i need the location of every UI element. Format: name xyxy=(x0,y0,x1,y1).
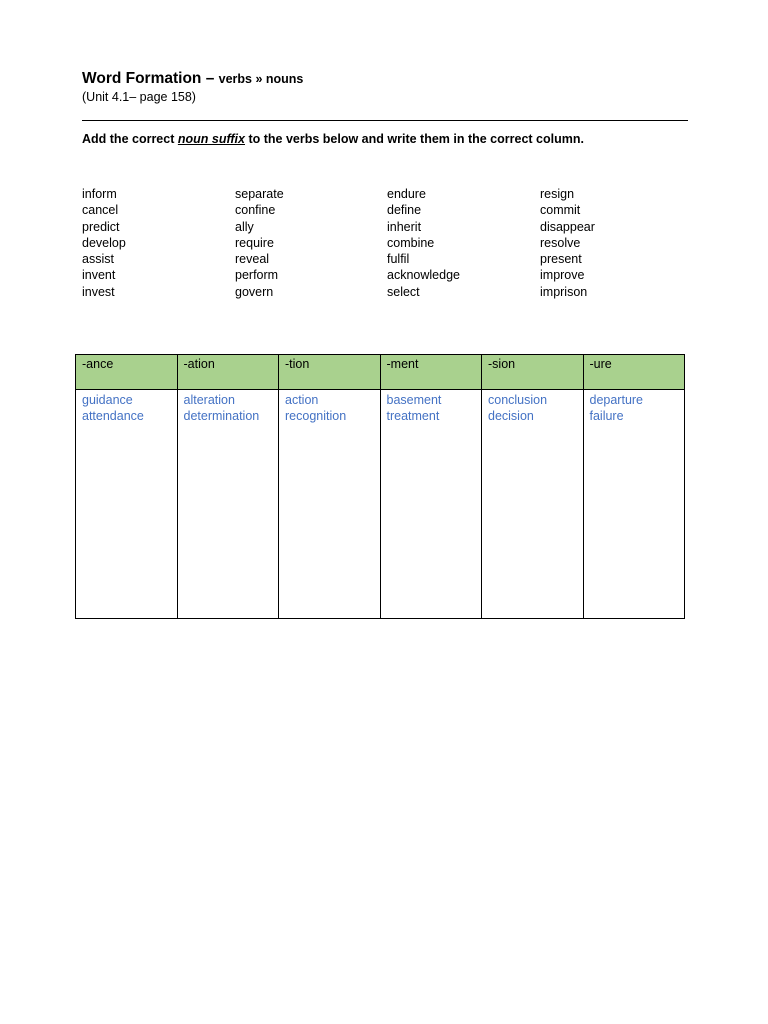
title-sub: verbs » nouns xyxy=(218,72,304,86)
verb-item: inform xyxy=(82,187,117,201)
title-main: Word Formation – xyxy=(82,70,219,87)
verb-item: present xyxy=(540,252,582,267)
verb-item: separate xyxy=(235,187,284,201)
answer-cell-ment[interactable] xyxy=(380,390,482,619)
answer-example: treatment xyxy=(386,409,440,424)
instruction-emphasis: noun suffix xyxy=(177,132,245,146)
answer-example: failure xyxy=(589,409,624,424)
verb-item: combine xyxy=(387,235,435,250)
verb-item: confine xyxy=(235,203,276,218)
verb-column-4 xyxy=(540,186,595,300)
verb-column-1 xyxy=(82,186,126,300)
verb-item: fulfil xyxy=(387,252,410,267)
verb-item: assist xyxy=(82,252,114,267)
verb-item: develop xyxy=(82,235,126,250)
answer-cell-ance[interactable] xyxy=(76,390,178,619)
answer-cell-sion[interactable] xyxy=(482,390,584,619)
verb-item: define xyxy=(387,203,422,218)
answer-cell-tion[interactable] xyxy=(279,390,381,619)
suffix-header-ure: -ure xyxy=(583,355,685,390)
suffix-header-ation: -ation xyxy=(177,355,279,390)
answer-cell-ure[interactable] xyxy=(583,390,685,619)
page-title xyxy=(82,70,303,88)
answer-example: basement xyxy=(386,393,442,407)
answer-example: determination xyxy=(183,409,260,424)
verb-item: commit xyxy=(540,203,581,218)
verb-item: predict xyxy=(82,219,120,234)
verb-item: imprison xyxy=(540,284,588,299)
instruction-suffix: to the verbs below and write them in the correct column. xyxy=(245,132,584,146)
suffix-header-row xyxy=(76,355,685,390)
page-subtitle: (Unit 4.1– page 158) xyxy=(82,90,196,104)
verb-item: invent xyxy=(82,268,116,283)
verb-item: invest xyxy=(82,284,115,299)
answer-example: departure xyxy=(589,393,644,407)
instruction-prefix: Add the correct xyxy=(82,132,178,146)
verb-column-3 xyxy=(387,186,460,300)
verb-item: perform xyxy=(235,268,279,283)
verb-item: inherit xyxy=(387,219,422,234)
verb-item: acknowledge xyxy=(387,268,460,283)
suffix-header-sion: -sion xyxy=(482,355,584,390)
suffix-table xyxy=(75,354,685,619)
answer-example: action xyxy=(285,393,319,407)
suffix-header-tion: -tion xyxy=(279,355,381,390)
verb-item: select xyxy=(387,284,420,299)
instruction-text xyxy=(82,132,584,146)
answer-example: attendance xyxy=(82,409,144,424)
verb-item: improve xyxy=(540,268,585,283)
verb-item: govern xyxy=(235,284,274,299)
suffix-answer-row xyxy=(76,390,685,619)
answer-example: alteration xyxy=(183,393,235,407)
verb-item: resolve xyxy=(540,235,581,250)
suffix-header-ment: -ment xyxy=(380,355,482,390)
verb-item: resign xyxy=(540,187,575,201)
verb-item: ally xyxy=(235,219,254,234)
answer-example: recognition xyxy=(285,409,347,424)
answer-cell-ation[interactable] xyxy=(177,390,279,619)
divider-line xyxy=(82,120,688,121)
verb-item: reveal xyxy=(235,252,270,267)
verb-item: disappear xyxy=(540,219,595,234)
verb-item: require xyxy=(235,235,274,250)
answer-example: guidance xyxy=(82,393,133,407)
verb-item: cancel xyxy=(82,203,119,218)
answer-example: conclusion xyxy=(488,393,548,407)
answer-example: decision xyxy=(488,409,534,424)
verb-item: endure xyxy=(387,187,426,201)
suffix-header-ance: -ance xyxy=(76,355,178,390)
verb-column-2 xyxy=(235,186,284,300)
